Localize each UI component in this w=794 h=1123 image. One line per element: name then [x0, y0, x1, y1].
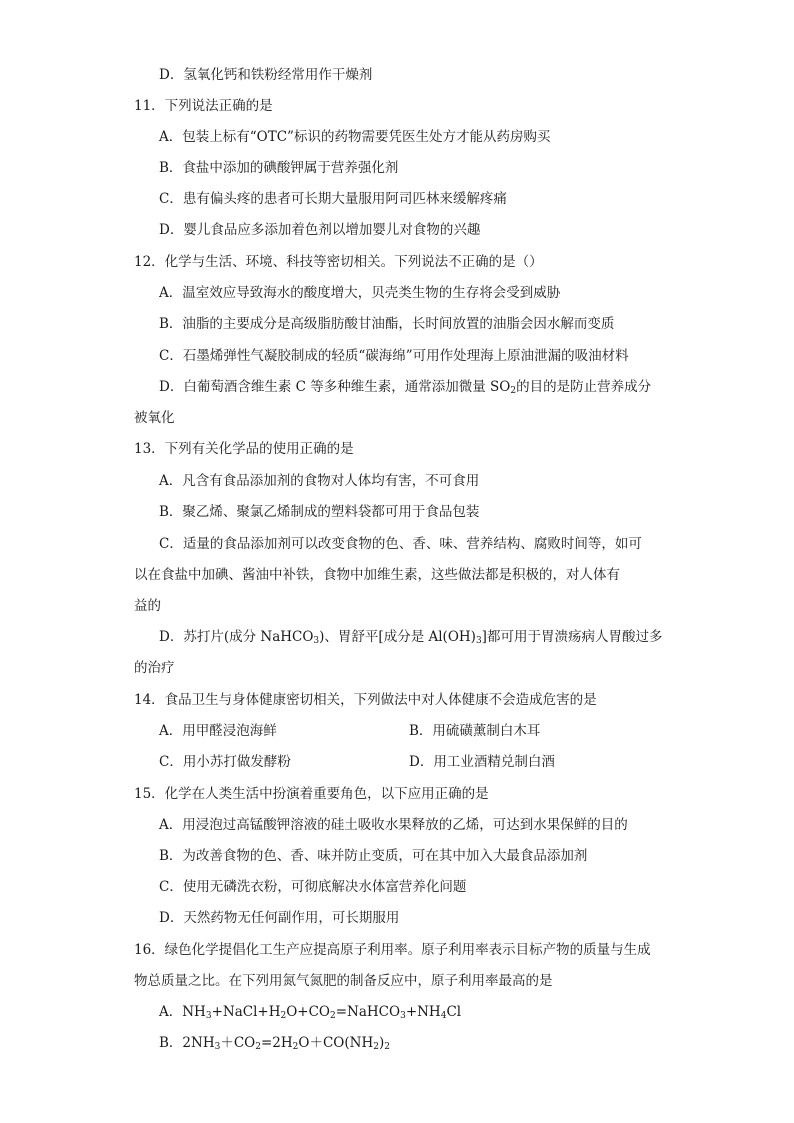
text: =NaHCO	[335, 1004, 401, 1020]
q13-option-a	[159, 472, 479, 490]
text: 13．下列有关化学品的使用正确的是	[134, 441, 354, 457]
text: 益的	[134, 598, 161, 614]
subscript: 2	[292, 1042, 299, 1052]
text: Cl	[446, 1004, 462, 1020]
subscript: 3	[400, 1011, 406, 1021]
text: D．氢氧化钙和铁粉经常用作干燥剂	[159, 67, 373, 83]
q12-option-c	[159, 347, 629, 365]
q14-option-b	[409, 722, 540, 740]
q11-option-c	[159, 190, 507, 208]
q14-option-a	[159, 722, 277, 740]
subscript: 3	[205, 1011, 212, 1021]
text: O+CO	[286, 1004, 330, 1020]
text: O＋CO(NH	[298, 1035, 374, 1051]
q11-option-a	[159, 128, 550, 146]
q16-option-a	[159, 1003, 461, 1021]
subscript: 2	[330, 1011, 336, 1021]
text: 15．化学在人类生活中扮演着重要角色，以下应用正确的是	[134, 786, 489, 802]
text: C．适量的食品添加剂可以改变食物的色、香、味、营养结构、腐败时间等，如可	[159, 536, 642, 552]
q15-option-a	[159, 816, 628, 834]
text: )、胃舒平[成分是 Al(OH)	[319, 629, 476, 645]
q15-stem	[134, 785, 489, 803]
q11-option-d	[159, 221, 480, 239]
text: B．聚乙烯、聚氯乙烯制成的塑料袋都可用于食品包装	[159, 504, 480, 520]
text: 的治疗	[134, 660, 175, 676]
text: A．包装上标有“OTC”标识的药物需要凭医生处方才能从药房购买	[159, 129, 551, 145]
text: 14．食品卫生与身体健康密切相关，下列做法中对人体健康不会造成危害的是	[134, 692, 597, 708]
text: )	[378, 1035, 385, 1051]
q13-option-d	[159, 628, 662, 646]
q15-option-d	[159, 909, 399, 927]
text: A．用甲醛浸泡海鲜	[159, 723, 277, 739]
text: 以在食盐中加碘、酱油中补铁，食物中加维生素，这些做法都是积极的，对人体有	[134, 567, 620, 583]
text: 的目的是防止营养成分	[516, 379, 652, 395]
text: +NH	[405, 1004, 441, 1020]
text: A．用浸泡过高锰酸钾溶液的硅土吸收水果释放的乙烯，可达到水果保鲜的目的	[159, 817, 628, 833]
text: B．为改善食物的色、香、味并防止变质，可在其中加入大最食品添加剂	[159, 848, 588, 864]
q10-option-d	[159, 66, 372, 84]
q12-option-a	[159, 284, 560, 302]
q16-option-b	[159, 1034, 390, 1052]
text: B．食盐中添加的碘酸钾属于营养强化剂	[159, 160, 399, 176]
q13-option-c-cont2	[134, 597, 161, 615]
text: D．天然药物无任何副作用，可长期服用	[159, 910, 400, 926]
subscript: 3	[313, 636, 320, 646]
subscript: 3	[214, 1042, 221, 1052]
text: 物总质量之比。在下列用氮气氮肥的制备反应中，原子利用率最高的是	[134, 973, 553, 989]
text: B．用硫磺薰制白木耳	[409, 723, 541, 739]
q16-stem-cont	[134, 972, 553, 990]
text: B．2NH	[159, 1035, 215, 1051]
text: D．白葡萄酒含维生素 C 等多种维生素，通常添加微量 SO	[159, 379, 511, 395]
text: D．苏打片(成分 NaHCO	[159, 629, 314, 645]
text: C．石墨烯弹性气凝胶制成的轻质“碳海绵”可用作处理海上原油泄漏的吸油材料	[159, 348, 629, 364]
q13-option-c-cont1	[134, 566, 620, 584]
text: ]都可用于胃溃疡病人胃酸过多	[481, 629, 663, 645]
q11-stem	[134, 97, 273, 115]
text: +NaCl+H	[211, 1004, 281, 1020]
q11-option-b	[159, 159, 398, 177]
subscript: 2	[384, 1042, 390, 1052]
subscript: 2	[280, 1011, 287, 1021]
q12-option-b	[159, 315, 614, 333]
text: C．使用无磷洗衣粉，可彻底解决水体富营养化问题	[159, 879, 467, 895]
text: D．用工业酒精兑制白酒	[409, 754, 555, 770]
subscript: 4	[440, 1011, 447, 1021]
q15-option-b	[159, 847, 587, 865]
subscript: 2	[255, 1042, 261, 1052]
q12-stem	[134, 253, 543, 271]
q14-option-c	[159, 753, 291, 771]
text: A．温室效应导致海水的酸度增大，贝壳类生物的生存将会受到威胁	[159, 285, 561, 301]
q13-option-d-cont	[134, 659, 175, 677]
text: A．NH	[159, 1004, 206, 1020]
subscript: 3	[475, 636, 482, 646]
q12-option-d	[159, 378, 651, 396]
text: 12．化学与生活、环境、科技等密切相关。下列说法不正确的是（）	[134, 254, 543, 270]
q15-option-c	[159, 878, 466, 896]
text: ＋CO	[220, 1035, 256, 1051]
text: D．婴儿食品应多添加着色剂以增加婴儿对食物的兴趣	[159, 222, 481, 238]
q13-option-c	[159, 535, 642, 553]
q16-stem	[134, 941, 651, 959]
text: 被氧化	[134, 410, 175, 426]
q14-stem	[134, 691, 597, 709]
text: 16．绿色化学提倡化工生产应提高原子利用率。原子利用率表示目标产物的质量与生成	[134, 942, 651, 958]
q14-option-d	[409, 753, 555, 771]
text: =2H	[260, 1035, 293, 1051]
text: C．患有偏头疼的患者可长期大量服用阿司匹林来缓解疼痛	[159, 191, 507, 207]
text: A．凡含有食品添加剂的食物对人体均有害，不可食用	[159, 473, 480, 489]
text: B．油脂的主要成分是高级脂肪酸甘油酯，长时间放置的油脂会因水解而变质	[159, 316, 615, 332]
q13-option-b	[159, 503, 479, 521]
q13-stem	[134, 440, 354, 458]
text: C．用小苏打做发酵粉	[159, 754, 291, 770]
q12-option-d-cont	[134, 409, 175, 427]
subscript: 2	[510, 386, 517, 396]
subscript: 2	[373, 1042, 379, 1052]
text: 11．下列说法正确的是	[134, 98, 273, 114]
